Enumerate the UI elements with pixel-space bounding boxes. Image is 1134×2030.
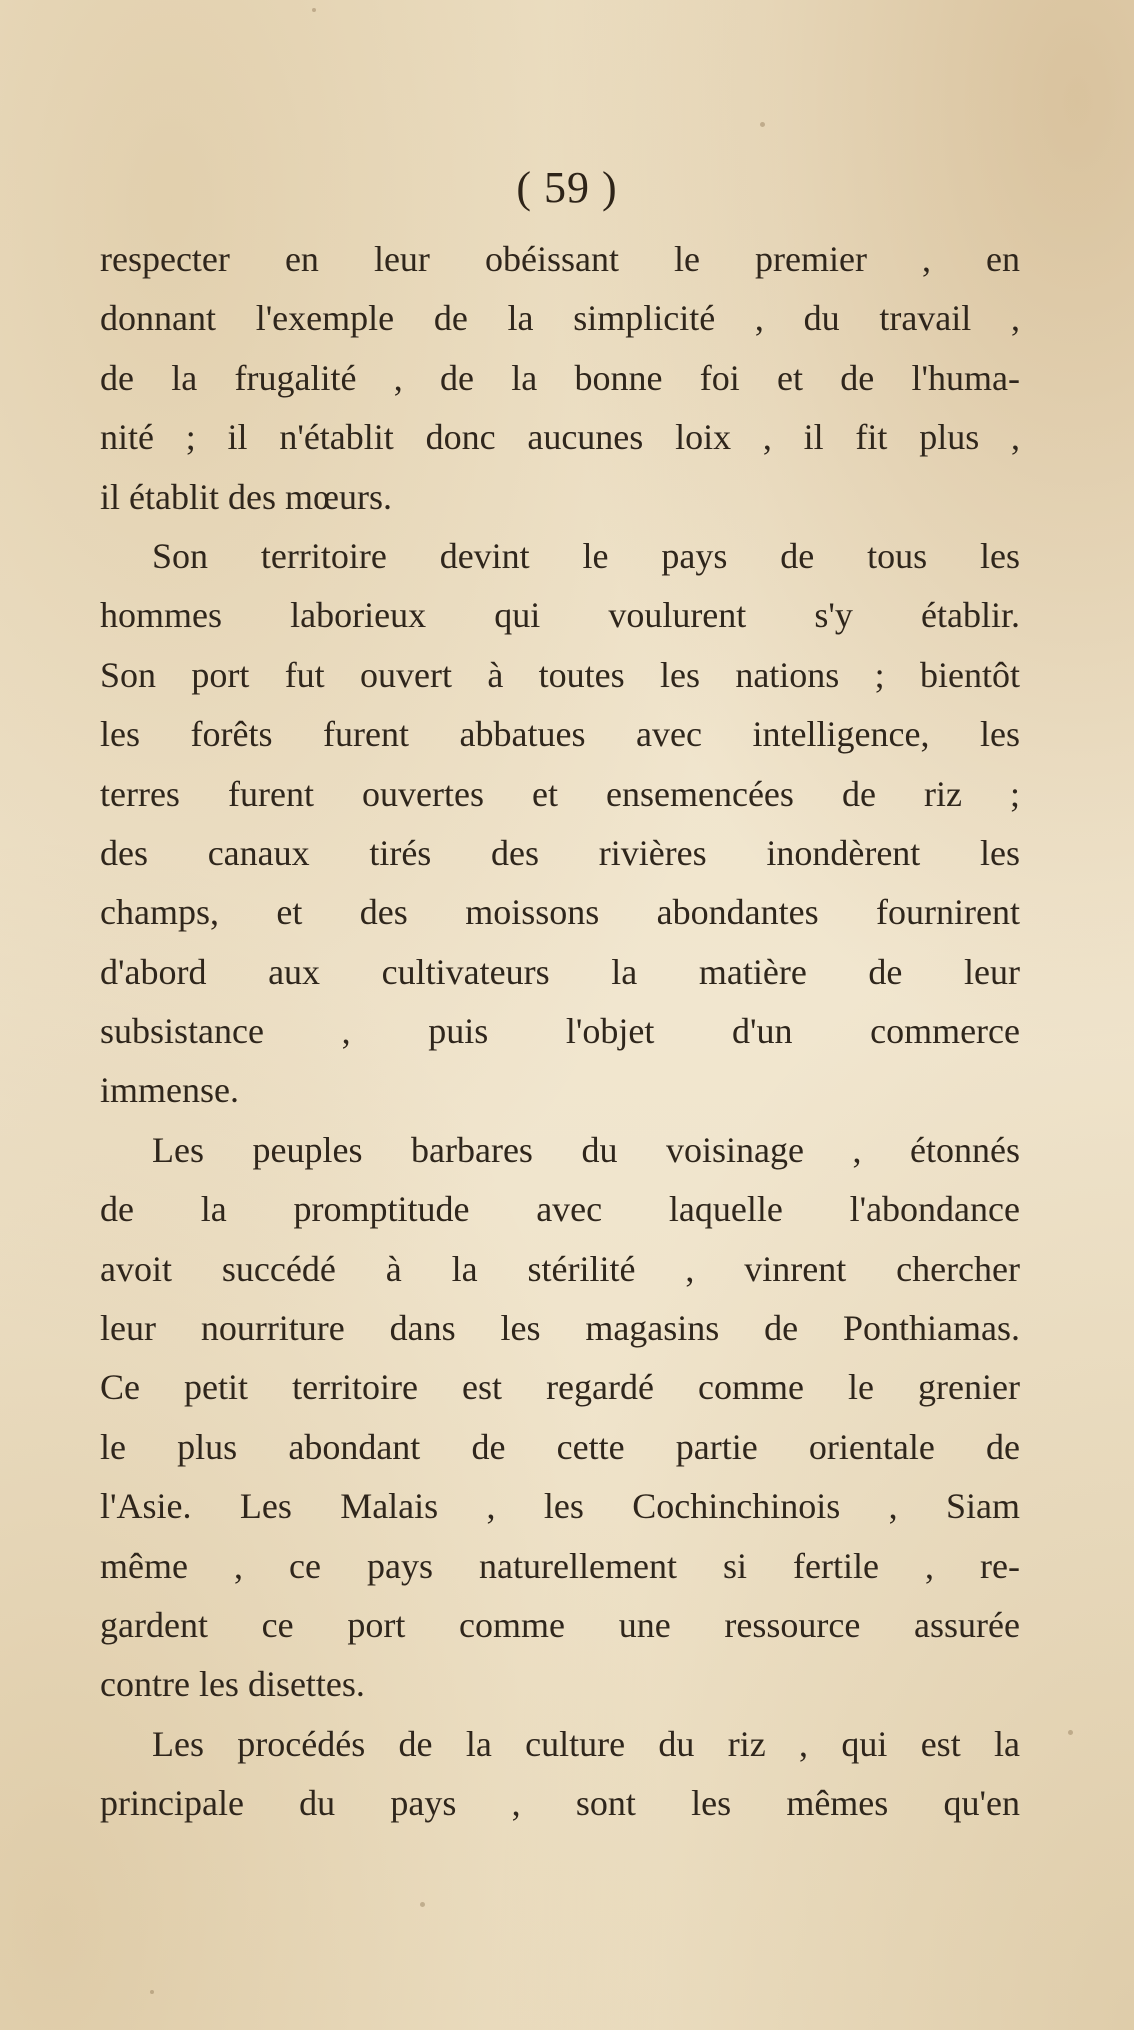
text-line: de la frugalité , de la bonne foi et de l'huma- bbox=[100, 357, 1020, 398]
paper-speck bbox=[420, 1902, 425, 1907]
text-line: le plus abondant de cette partie orientale de bbox=[100, 1426, 1020, 1467]
text-line: gardent ce port comme une ressource assurée bbox=[100, 1604, 1020, 1645]
text-line: d'abord aux cultivateurs la matière de leur bbox=[100, 951, 1020, 992]
text-line: terres furent ouvertes et ensemencées de riz ; bbox=[100, 773, 1020, 814]
text-line: leur nourriture dans les magasins de Ponthiamas. bbox=[100, 1308, 1020, 1349]
text-line: contre les disettes. bbox=[100, 1664, 365, 1705]
text-line: de la promptitude avec laquelle l'abondance bbox=[100, 1189, 1020, 1230]
paper-speck bbox=[1068, 1730, 1073, 1735]
text-line: hommes laborieux qui voulurent s'y établir. bbox=[100, 595, 1020, 636]
text-line: principale du pays , sont les mêmes qu'en bbox=[100, 1783, 1020, 1824]
text-line: Son port fut ouvert à toutes les nations ; bientôt bbox=[100, 654, 1020, 695]
paper-speck bbox=[312, 8, 316, 12]
paper-speck bbox=[760, 122, 765, 127]
text-line: avoit succédé à la stérilité , vinrent chercher bbox=[100, 1248, 1020, 1289]
text-line: l'Asie. Les Malais , les Cochinchinois , Siam bbox=[100, 1486, 1020, 1527]
paper-speck bbox=[150, 1990, 154, 1994]
text-line: même , ce pays naturellement si fertile , re- bbox=[100, 1545, 1020, 1586]
text-line: Ce petit territoire est regardé comme le grenier bbox=[100, 1367, 1020, 1408]
paragraph-first-line: Son territoire devint le pays de tous les bbox=[152, 535, 1020, 576]
text-line: subsistance , puis l'objet d'un commerce bbox=[100, 1011, 1020, 1052]
text-line: champs, et des moissons abondantes fournirent bbox=[100, 892, 1020, 933]
text-line: immense. bbox=[100, 1070, 239, 1111]
text-line: des canaux tirés des rivières inondèrent les bbox=[100, 832, 1020, 873]
text-line: respecter en leur obéissant le premier , en bbox=[100, 239, 1020, 279]
text-line: donnant l'exemple de la simplicité , du travail , bbox=[100, 298, 1020, 339]
body-text bbox=[100, 230, 1020, 1834]
text-line: nité ; il n'établit donc aucunes loix , il fit plus , bbox=[100, 417, 1020, 458]
paragraph-first-line: Les peuples barbares du voisinage , étonnés bbox=[152, 1129, 1020, 1170]
paragraph-first-line: Les procédés de la culture du riz , qui est la bbox=[152, 1723, 1020, 1764]
text-line: il établit des mœurs. bbox=[100, 476, 392, 517]
text-line: les forêts furent abbatues avec intelligence, les bbox=[100, 714, 1020, 755]
page-number: ( 59 ) bbox=[516, 163, 618, 212]
